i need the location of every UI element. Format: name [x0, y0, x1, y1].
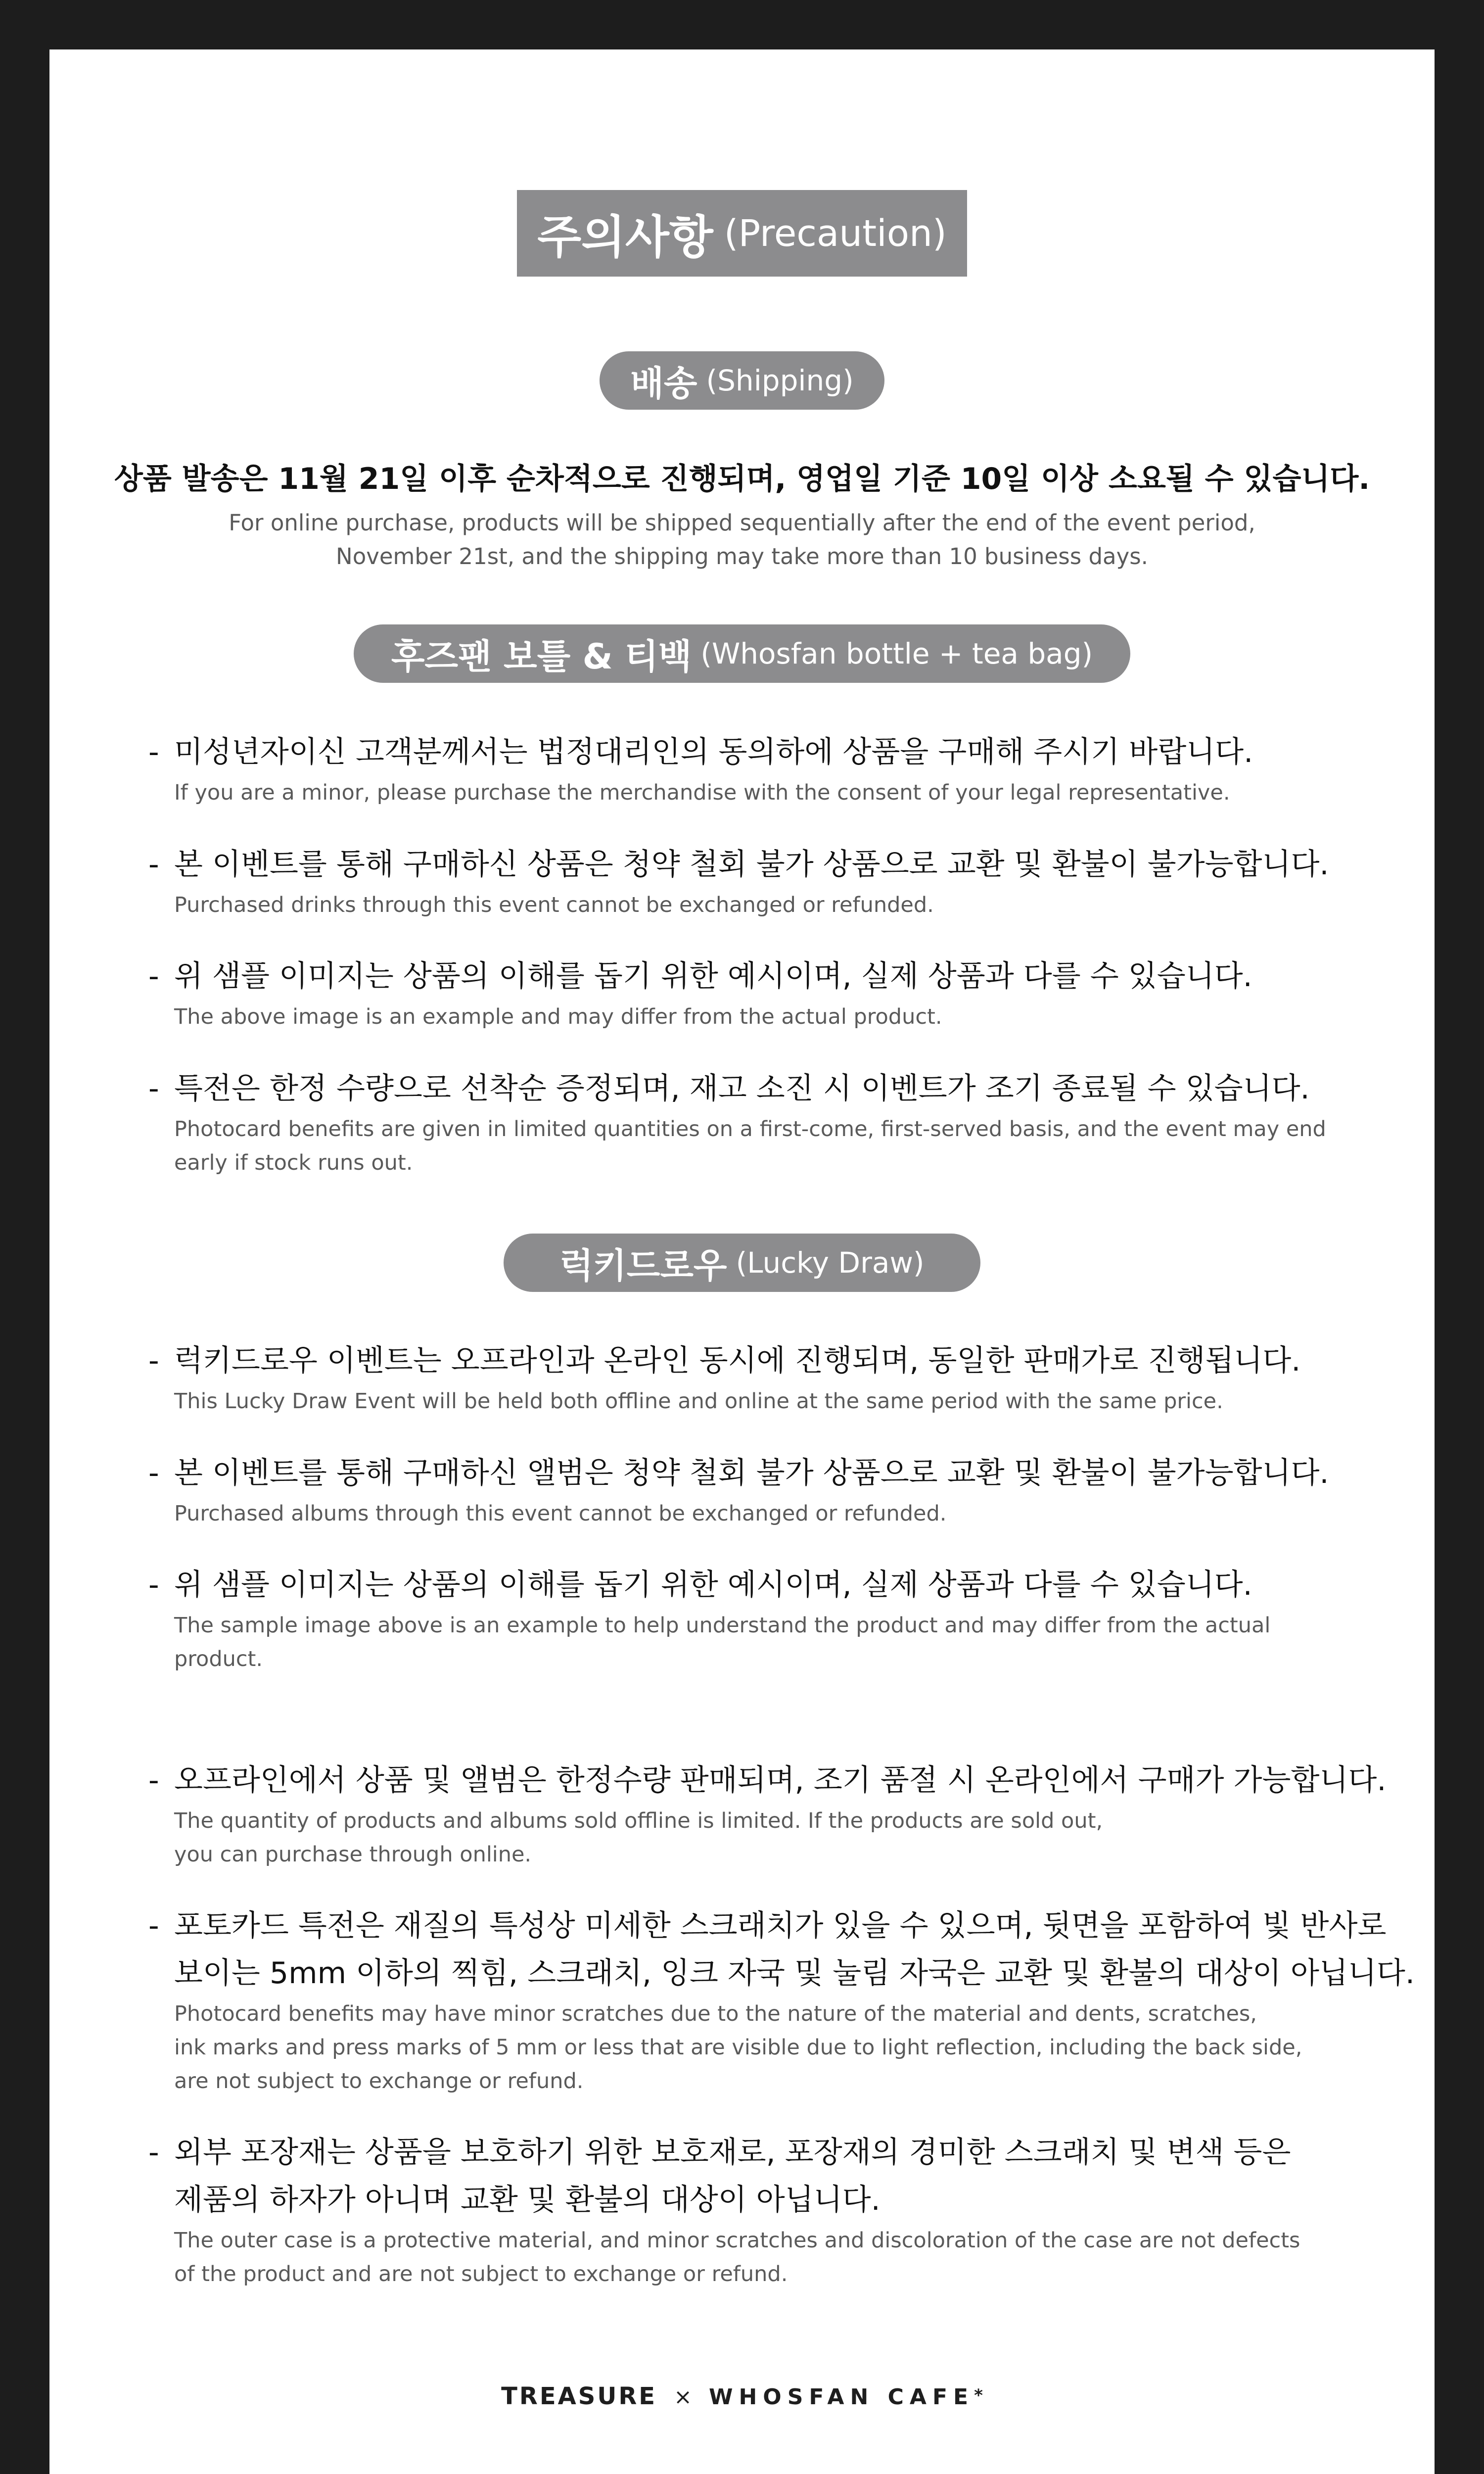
notice-english: ink marks and press marks of 5 mm or less that are visible due to light reflection, including the back side, — [174, 2035, 1302, 2060]
notice-english: Photocard benefits are given in limited quantities on a first-come, first-served basis, and the event may end — [174, 1117, 1326, 1142]
notice-korean: 위 샘플 이미지는 상품의 이해를 돕기 위한 예시이며, 실제 상품과 다를 수 있습니다. — [174, 1568, 1252, 1602]
notice-item: - 위 샘플 이미지는 상품의 이해를 돕기 위한 예시이며, 실제 상품과 다를 수 있습니다. The above image is an example and may differ from the actual product. — [148, 952, 1415, 1034]
notice-korean: 럭키드로우 이벤트는 오프라인과 온라인 동시에 진행되며, 동일한 판매가로 진행됩니다. — [174, 1343, 1301, 1378]
notice-english: Photocard benefits may have minor scratches due to the nature of the material and dents, scratches, — [174, 2001, 1257, 2026]
collab-separator: × — [674, 2384, 692, 2410]
notice-english: The outer case is a protective material, and minor scratches and discoloration of the case are not defects — [174, 2228, 1300, 2253]
notice-korean: 포토카드 특전은 재질의 특성상 미세한 스크래치가 있을 수 있으며, 뒷면을 포함하여 빛 반사로 — [174, 1908, 1387, 1943]
shipping-notice-english-line: November 21st, and the shipping may take more than 10 business days. — [336, 543, 1148, 570]
notice-english: Purchased drinks through this event cannot be exchanged or refunded. — [174, 893, 934, 917]
notice-english: If you are a minor, please purchase the merchandise with the consent of your legal representative. — [174, 780, 1230, 805]
shipping-notice-korean: 상품 발송은 11월 21일 이후 순차적으로 진행되며, 영업일 기준 10일 이상 소요될 수 있습니다. — [114, 462, 1370, 496]
section-heading-korean: 럭키드로우 — [559, 1245, 727, 1286]
notice-item: - 특전은 한정 수량으로 선착순 증정되며, 재고 소진 시 이벤트가 조기 종료될 수 있습니다. Photocard benefits are given in limited quantities on a first-come, first-served basis, and the event may end early if stock runs out. — [148, 1065, 1415, 1180]
notice-korean: 본 이벤트를 통해 구매하신 앨범은 청약 철회 불가 상품으로 교환 및 환불이 불가능합니다. — [174, 1456, 1329, 1490]
logo-star-icon: * — [974, 2385, 983, 2406]
notice-korean: 외부 포장재는 상품을 보호하기 위한 보호재로, 포장재의 경미한 스크래치 및 변색 등은 — [174, 2135, 1291, 2170]
notice-card — [49, 49, 1435, 2474]
section-heading-english: (Whosfan bottle + tea bag) — [700, 637, 1093, 670]
section-heading-lucky-draw — [504, 1234, 980, 1292]
section-heading-korean: 후즈팬 보틀 & 티백 — [391, 636, 692, 677]
notice-english: The above image is an example and may differ from the actual product. — [174, 1004, 942, 1029]
notice-item: - 본 이벤트를 통해 구매하신 상품은 청약 철회 불가 상품으로 교환 및 환불이 불가능합니다. Purchased drinks through this event cannot be exchanged or refunded. — [148, 841, 1415, 922]
section-heading-english: (Lucky Draw) — [736, 1246, 925, 1280]
notice-item: - 위 샘플 이미지는 상품의 이해를 돕기 위한 예시이며, 실제 상품과 다를 수 있습니다. The sample image above is an example to help understand the product and may differ from the actual product. — [148, 1561, 1415, 1676]
page-title — [517, 190, 967, 277]
footer-logos — [49, 2382, 1435, 2410]
whosfan-cafe-logo: WHOSFAN CAFE — [708, 2384, 974, 2410]
shipping-notice-english-line: For online purchase, products will be shipped sequentially after the end of the event period, — [229, 510, 1255, 536]
section-heading-korean: 배송 — [630, 363, 697, 404]
notice-item: - 미성년자이신 고객분께서는 법정대리인의 동의하에 상품을 구매해 주시기 바랍니다. If you are a minor, please purchase the merchandise with the consent of your legal representative. — [148, 728, 1415, 809]
notice-korean: 보이는 5mm 이하의 찍힘, 스크래치, 잉크 자국 및 눌림 자국은 교환 및 환불의 대상이 아닙니다. — [174, 1956, 1415, 1991]
title-korean: 주의사항 — [537, 210, 713, 264]
notice-korean: 특전은 한정 수량으로 선착순 증정되며, 재고 소진 시 이벤트가 조기 종료될 수 있습니다. — [174, 1071, 1310, 1106]
notice-item: - 럭키드로우 이벤트는 오프라인과 온라인 동시에 진행되며, 동일한 판매가로 진행됩니다. This Lucky Draw Event will be held both offline and online at the same period with the same price. — [148, 1337, 1415, 1418]
section-heading-bottle — [354, 624, 1130, 683]
notice-korean: 본 이벤트를 통해 구매하신 상품은 청약 철회 불가 상품으로 교환 및 환불이 불가능합니다. — [174, 847, 1329, 882]
notice-english: This Lucky Draw Event will be held both offline and online at the same period with the same price. — [174, 1389, 1223, 1414]
notice-english: product. — [174, 1647, 263, 1671]
notice-english: The sample image above is an example to help understand the product and may differ from the actual — [174, 1613, 1271, 1638]
section-heading-shipping — [600, 351, 884, 410]
notice-item: - 포토카드 특전은 재질의 특성상 미세한 스크래치가 있을 수 있으며, 뒷면을 포함하여 빛 반사로 보이는 5mm 이하의 찍힘, 스크래치, 잉크 자국 및 눌림 자국은 교환 및 환불의 대상이 아닙니다. Photocard benefits may have minor scratches due to the nature of the material and dents, scratches, ink marks and press marks of 5 mm or less that are visible due to light reflection, including the back side, are not subject to exchange or refund. — [148, 1902, 1415, 2098]
notice-english: Purchased albums through this event cannot be exchanged or refunded. — [174, 1501, 947, 1526]
treasure-logo: TREASURE — [501, 2382, 657, 2410]
notice-english: The quantity of products and albums sold offline is limited. If the products are sold out, — [174, 1808, 1103, 1833]
notice-english: you can purchase through online. — [174, 1842, 532, 1867]
notice-english: of the product and are not subject to exchange or refund. — [174, 2262, 788, 2286]
notice-item: - 외부 포장재는 상품을 보호하기 위한 보호재로, 포장재의 경미한 스크래치 및 변색 등은 제품의 하자가 아니며 교환 및 환불의 대상이 아닙니다. The outer case is a protective material, and minor scratches and discoloration of the case are not defects of the product and are not subject to exchange or refund. — [148, 2129, 1415, 2291]
notice-item: - 본 이벤트를 통해 구매하신 앨범은 청약 철회 불가 상품으로 교환 및 환불이 불가능합니다. Purchased albums through this event cannot be exchanged or refunded. — [148, 1449, 1415, 1530]
notice-item: - 오프라인에서 상품 및 앨범은 한정수량 판매되며, 조기 품절 시 온라인에서 구매가 가능합니다. The quantity of products and albums sold offline is limited. If the products are sold out, you can purchase through online. — [148, 1757, 1415, 1871]
notice-korean: 오프라인에서 상품 및 앨범은 한정수량 판매되며, 조기 품절 시 온라인에서 구매가 가능합니다. — [174, 1763, 1387, 1798]
notice-english: are not subject to exchange or refund. — [174, 2069, 584, 2093]
notice-korean: 미성년자이신 고객분께서는 법정대리인의 동의하에 상품을 구매해 주시기 바랍니다. — [174, 735, 1253, 769]
title-english: (Precaution) — [724, 212, 947, 255]
notice-korean: 위 샘플 이미지는 상품의 이해를 돕기 위한 예시이며, 실제 상품과 다를 수 있습니다. — [174, 959, 1252, 994]
section-heading-english: (Shipping) — [706, 364, 854, 397]
notice-english: early if stock runs out. — [174, 1150, 413, 1175]
notice-korean: 제품의 하자가 아니며 교환 및 환불의 대상이 아닙니다. — [174, 2183, 881, 2217]
